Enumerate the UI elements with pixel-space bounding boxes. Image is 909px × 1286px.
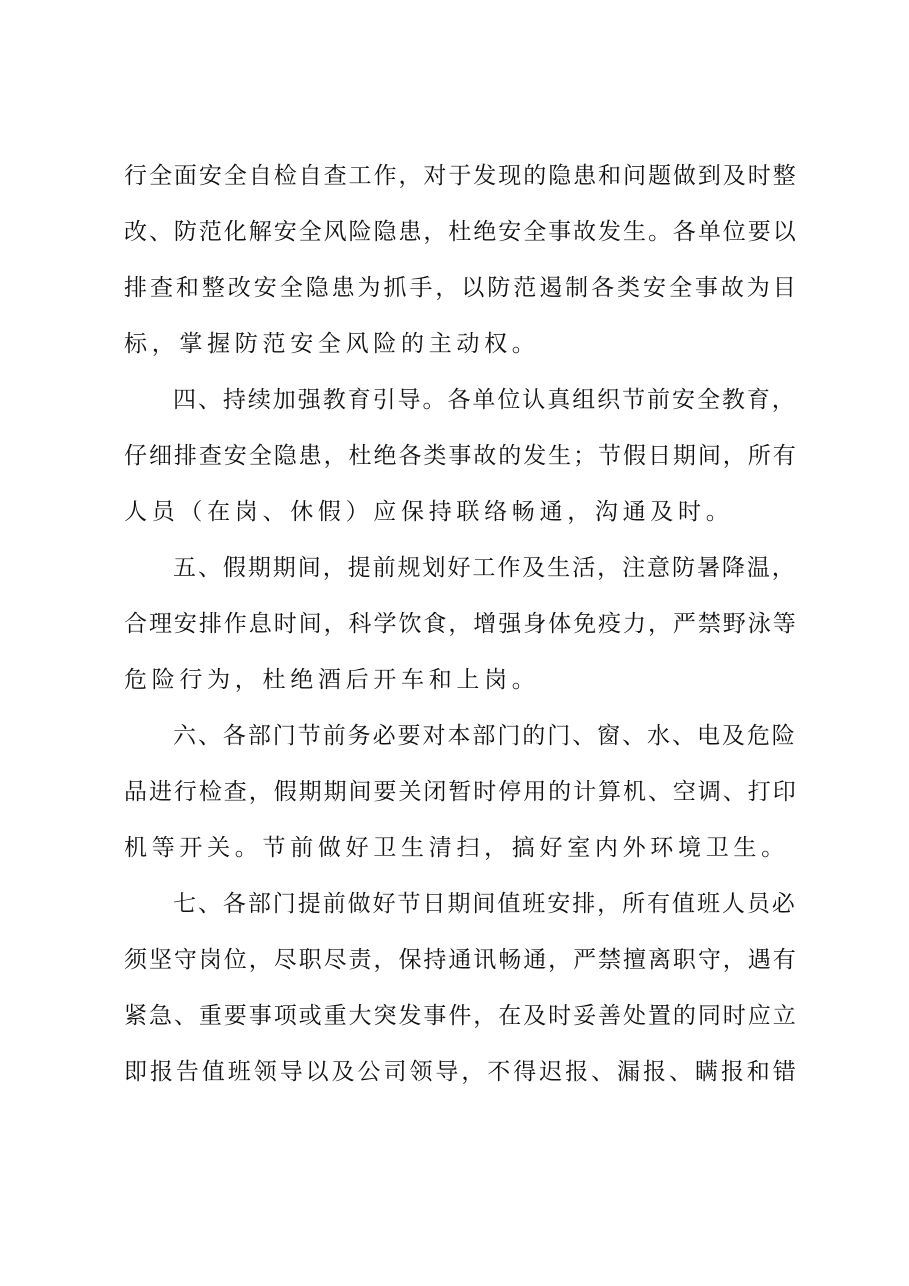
text-line [0, 324, 909, 364]
text-line-content: 行全面安全自检自查工作，对于发现的隐患和问题做到及时整 [124, 163, 798, 189]
text-line [0, 772, 909, 812]
text-line [0, 940, 909, 980]
text-line-content: 六、各部门节前务必要对本部门的门、窗、水、电及危险 [173, 723, 797, 749]
text-line-content: 须坚守岗位，尽职尽责，保持通讯畅通，严禁擅离职守，遇有 [124, 947, 798, 973]
text-line-content: 人员（在岗、休假）应保持联络畅通，沟通及时。 [124, 499, 734, 525]
text-line-content: 机等开关。节前做好卫生清扫，搞好室内外环境卫生。 [124, 835, 789, 861]
text-line-content: 标，掌握防范安全风险的主动权。 [124, 331, 540, 357]
text-line [0, 604, 909, 644]
text-line-content: 仔细排查安全隐患，杜绝各类事故的发生；节假日期间，所有 [124, 443, 798, 469]
text-line-content: 五、假期期间，提前规划好工作及生活，注意防暑降温， [173, 555, 797, 581]
text-line-content: 改、防范化解安全风险隐患，杜绝安全事故发生。各单位要以 [124, 219, 798, 245]
paragraph-first-line [0, 884, 909, 924]
text-line [0, 828, 909, 868]
paragraph-first-line [0, 716, 909, 756]
text-line-content: 危险行为，杜绝酒后开车和上岗。 [124, 667, 540, 693]
text-line [0, 268, 909, 308]
text-line-content: 品进行检查，假期期间要关闭暂时停用的计算机、空调、打印 [124, 779, 798, 805]
text-line-content: 七、各部门提前做好节日期间值班安排，所有值班人员必 [173, 891, 797, 917]
text-line-content: 合理安排作息时间，科学饮食，增强身体免疫力，严禁野泳等 [124, 611, 798, 637]
text-line [0, 492, 909, 532]
paragraph-first-line [0, 548, 909, 588]
text-line [0, 212, 909, 252]
text-line-content: 紧急、重要事项或重大突发事件，在及时妥善处置的同时应立 [124, 1003, 798, 1029]
text-line-content: 即报告值班领导以及公司领导，不得迟报、漏报、瞒报和错 [124, 1059, 799, 1085]
text-line [0, 996, 909, 1036]
text-line [0, 1052, 909, 1092]
text-line-content: 四、持续加强教育引导。各单位认真组织节前安全教育， [173, 387, 797, 413]
text-line [0, 660, 909, 700]
text-line-content: 排查和整改安全隐患为抓手，以防范遏制各类安全事故为目 [124, 275, 799, 301]
paragraph-first-line [0, 380, 909, 420]
text-line [0, 436, 909, 476]
text-line [0, 156, 909, 196]
